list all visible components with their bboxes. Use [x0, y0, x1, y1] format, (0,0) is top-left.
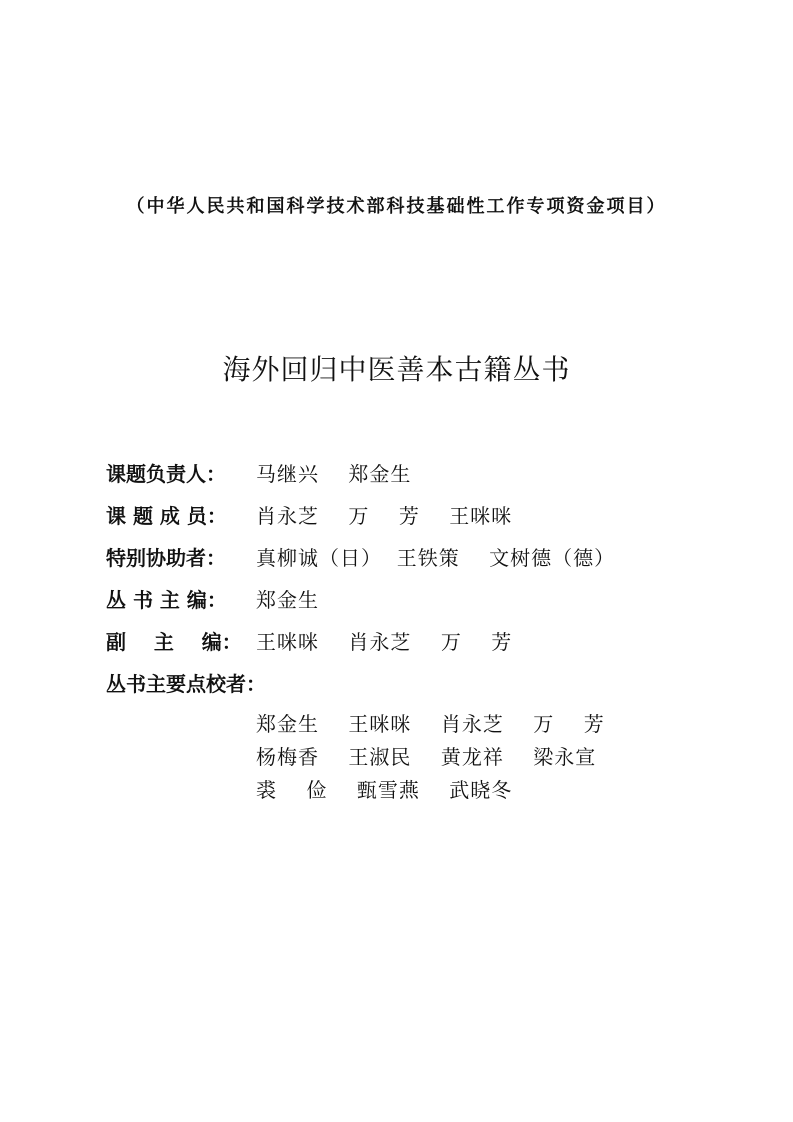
credit-label: 课 题 成 员： [106, 504, 227, 528]
proofreaders-line: 郑金生 王咪咪 肖永芝 万 芳 [256, 712, 605, 736]
credit-names: 马继兴 郑金生 [256, 462, 412, 486]
credit-label: 课题负责人： [106, 462, 226, 486]
credit-label: 副 主 编： [106, 630, 242, 654]
proofreaders-list [256, 708, 766, 807]
proofreaders-line: 杨梅香 王淑民 黄龙祥 梁永宣 [256, 745, 597, 769]
credit-row-proofreaders-heading [106, 668, 766, 710]
credit-row-project-members [106, 500, 766, 542]
series-title: 海外回归中医善本古籍丛书 [222, 353, 571, 386]
credit-names: 郑金生 [256, 588, 319, 612]
credit-row-chief-editor [106, 584, 766, 626]
credit-names: 真柳诚（日） 王铁策 文树德（德） [256, 546, 616, 570]
credit-row-deputy-editors [106, 626, 766, 668]
credit-row-project-lead [106, 458, 766, 500]
credit-row-special-assistants [106, 542, 766, 584]
credit-names: 王咪咪 肖永芝 万 芳 [256, 630, 513, 654]
funding-note: （中华人民共和国科学技术部科技基础性工作专项资金项目） [126, 196, 667, 217]
credit-label: 丛 书 主 编： [106, 588, 227, 612]
credit-names: 肖永芝 万 芳 王咪咪 [256, 504, 513, 528]
proofreaders-line: 裘 俭 甄雪燕 武晓冬 [256, 778, 513, 802]
credits-block [106, 458, 766, 807]
credit-label: 特别协助者： [106, 546, 226, 570]
proofreaders-label: 丛书主要点校者： [106, 672, 266, 696]
